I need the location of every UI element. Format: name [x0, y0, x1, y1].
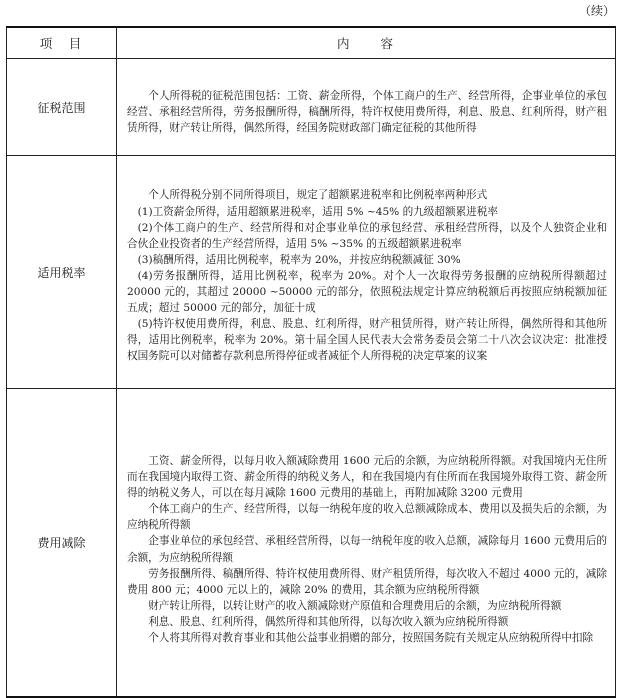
row-label-scope: 征税范围 [7, 59, 117, 156]
table-row [7, 156, 616, 389]
content-paragraph: 个人所得税分别不同所得项目，规定了超额累进税率和比例税率两种形式 [148, 189, 488, 202]
content-paragraph: (4)劳务报酬所得，适用比例税率，税率为 20%。对个人一次取得劳务报酬的应纳税所得额超过 20000 元的，其超过 20000 ~50000 元的部分，依照税法规定计算应纳税额后再按照应纳税额加征五成；超过 50000 元的部分，加征十成 [127, 269, 607, 315]
table-header-row [7, 27, 616, 59]
content-paragraph: 财产转让所得，以转让财产的收入额减除财产原值和合理费用后的余额，为应纳税所得额 [148, 599, 562, 612]
content-paragraph: 个体工商户的生产、经营所得，以每一纳税年度的收入总额减除成本、费用以及损失后的余额，为应纳税所得额 [127, 503, 607, 532]
content-paragraph: 利息、股息、红利所得，偶然所得和其他所得，以每次收入额为应纳税所得额 [148, 615, 509, 628]
row-content-deduction [117, 389, 616, 698]
row-content-rate [117, 156, 616, 389]
content-paragraph: 个人将其所得对教育事业和其他公益事业捐赠的部分，按照国务院有关规定从应纳税所得中扣除 [148, 631, 594, 644]
column-header-item: 项 目 [7, 27, 117, 59]
row-label-rate: 适用税率 [7, 156, 117, 389]
tax-info-table [6, 26, 616, 698]
content-paragraph: 劳务报酬所得、稿酬所得、特许权使用费所得、财产租赁所得，每次收入不超过 4000 元的，减除费用 800 元；4000 元以上的，减除 20% 的费用，其余额为应纳税所得额 [127, 567, 607, 596]
content-paragraph: 企事业单位的承包经营、承租经营所得，以每一纳税年度的收入总额，减除每月 1600 元费用后的余额，为应纳税所得额 [127, 535, 607, 564]
table-row [7, 59, 616, 156]
content-paragraph: 个人所得税的征税范围包括：工资、薪金所得，个体工商户的生产、经营所得，企事业单位的承包经营、承租经营所得，劳务报酬所得，稿酬所得，特许权使用费所得，利息、股息、红利所得，财产租赁所得，财产转让所得，偶然所得，经国务院财政部门确定征税的其他所得 [127, 89, 607, 135]
table-row [7, 389, 616, 698]
row-label-deduction: 费用减除 [7, 389, 117, 698]
column-header-content: 内 容 [117, 27, 616, 59]
content-paragraph: (3)稿酬所得，适用比例税率，税率为 20%，并按应纳税额减征 30% [137, 253, 461, 266]
content-paragraph: (2)个体工商户的生产、经营所得和对企事业单位的承包经营、承租经营所得，以及个人独资企业和合伙企业投资者的生产经营所得，适用 5% ~35% 的五级超额累进税率 [127, 221, 607, 250]
row-content-scope [117, 59, 616, 156]
content-paragraph: (1)工资薪金所得，适用超额累进税率，适用 5% ~45% 的九级超额累进税率 [137, 205, 498, 218]
continued-mark: （续） [578, 4, 615, 18]
content-paragraph: 工资、薪金所得，以每月收入额减除费用 1600 元后的余额，为应纳税所得额。对我国境内无住所而在我国境内取得工资、薪金所得的纳税义务人，和在我国境内有住所而在我国境外取得工资、薪金所得的纳税义务人，可以在每月减除 1600 元费用的基础上，再附加减除 3200 元费用 [127, 454, 607, 500]
content-paragraph: (5)特许权使用费所得，利息、股息、红利所得，财产租赁所得，财产转让所得，偶然所得和其他所得，适用比例税率，税率为 20%。第十届全国人民代表大会常务委员会第二十八次会议决定：批准授权国务院可以对储蓄存款利息所得停征或者减征个人所得税的决定草案的议案 [127, 318, 607, 363]
